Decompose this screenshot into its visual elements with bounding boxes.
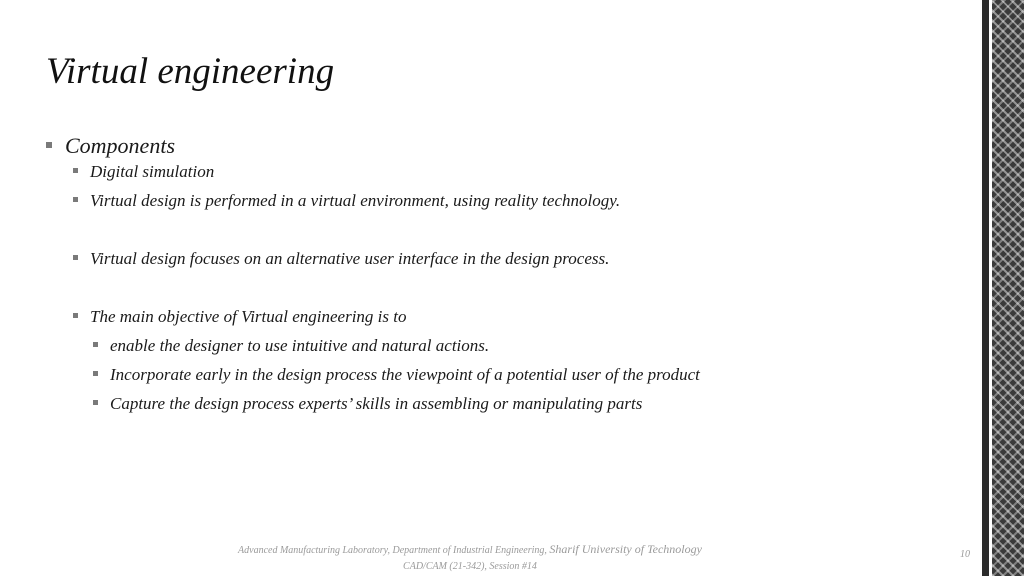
spacer (46, 220, 966, 249)
square-bullet-icon (93, 371, 98, 376)
bullet-text: Digital simulation (90, 162, 215, 181)
slide-footer (200, 541, 740, 575)
spacer (46, 278, 966, 307)
square-bullet-icon (73, 197, 78, 202)
square-bullet-icon (93, 342, 98, 347)
list-item (46, 336, 966, 365)
bullet-text: Virtual design is performed in a virtual environment, using reality technology. (90, 191, 621, 210)
slide-title: Virtual engineering (46, 51, 335, 92)
list-item (46, 162, 966, 191)
bullet-text: Capture the design process experts’ skills in assembling or manipulating parts (110, 394, 643, 413)
list-item (46, 365, 966, 394)
list-item (46, 394, 966, 423)
footer-course: CAD/CAM (21-342), Session #14 (403, 561, 537, 572)
square-bullet-icon (46, 142, 52, 148)
bullet-list (46, 133, 966, 423)
list-item (46, 249, 966, 278)
footer-line-1 (200, 541, 740, 559)
square-bullet-icon (73, 313, 78, 318)
bullet-text: The main objective of Virtual engineering is to (90, 307, 407, 326)
footer-university: Sharif University of Technology (549, 542, 702, 556)
side-band-texture (992, 0, 1024, 576)
square-bullet-icon (73, 255, 78, 260)
bullet-text: Virtual design focuses on an alternative user interface in the design process. (90, 249, 610, 268)
bullet-text: Incorporate early in the design process the viewpoint of a potential user of the product (110, 365, 700, 384)
footer-lab: Advanced Manufacturing Laboratory, Department of Industrial Engineering, (238, 545, 547, 556)
list-item (46, 191, 966, 220)
decorative-side-band (982, 0, 1024, 576)
bullet-text: Components (65, 133, 175, 158)
page-number: 10 (960, 549, 970, 560)
list-item (46, 133, 966, 162)
square-bullet-icon (93, 400, 98, 405)
bullet-text: enable the designer to use intuitive and natural actions. (110, 336, 490, 355)
list-item (46, 307, 966, 336)
square-bullet-icon (73, 168, 78, 173)
